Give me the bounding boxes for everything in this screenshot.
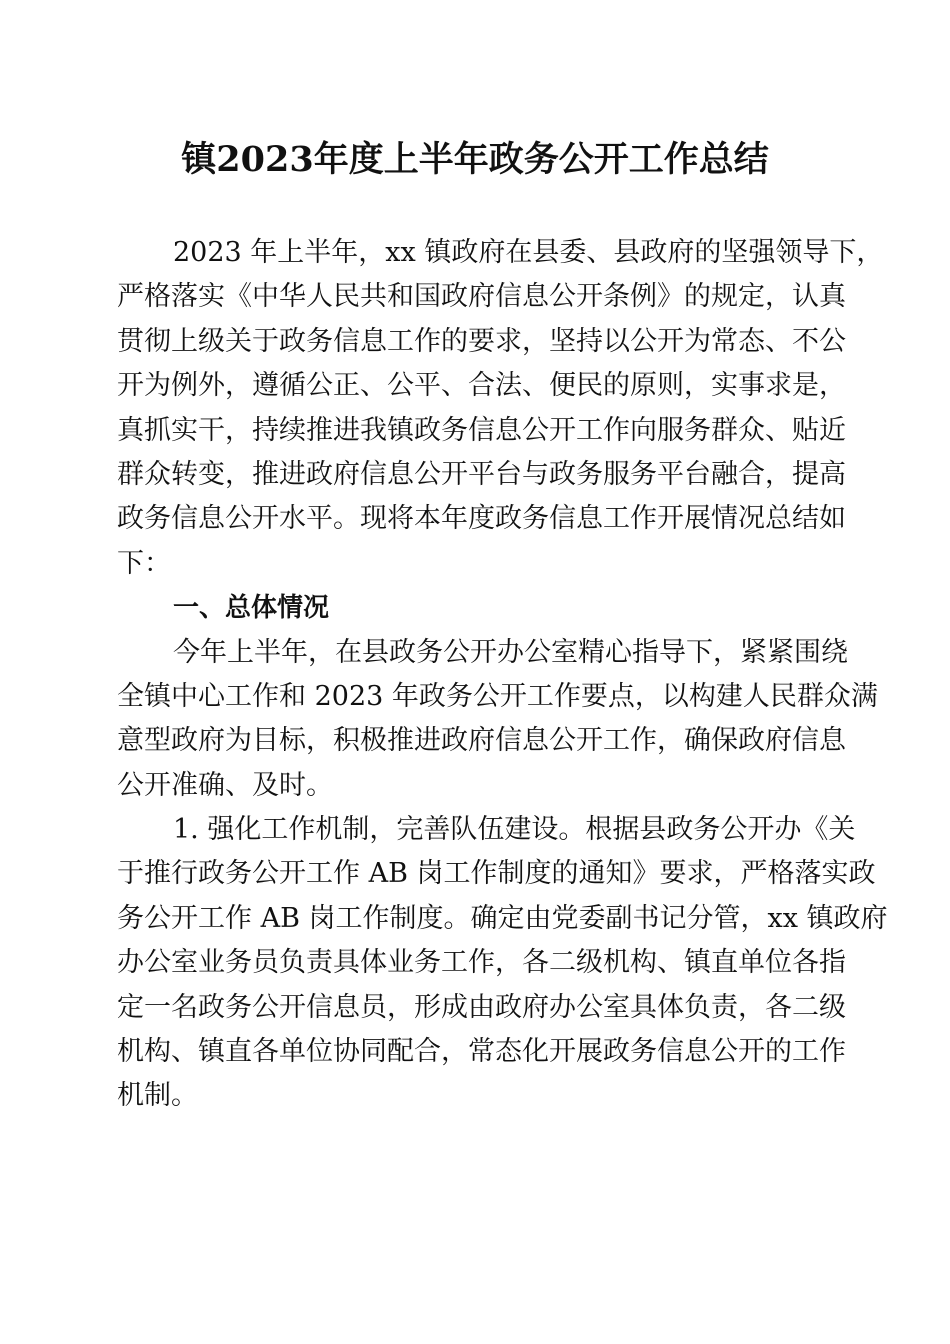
section-heading: 一、总体情况 <box>173 593 330 624</box>
paragraph-line: 真抓实干，持续推进我镇政务信息公开工作向服务群众、贴近 <box>117 414 846 446</box>
paragraph-line: 开为例外，遵循公正、公平、合法、便民的原则，实事求是， <box>117 370 846 402</box>
paragraph-line: 于推行政务公开工作 AB 岗工作制度的通知》要求，严格落实政 <box>117 858 876 890</box>
paragraph <box>117 631 878 809</box>
paragraph-line: 务公开工作 AB 岗工作制度。确定由党委副书记分管，xx 镇政府 <box>117 902 888 934</box>
paragraph-line: 1. 强化工作机制，完善队伍建设。根据县政务公开办《关 <box>173 814 856 846</box>
document-body <box>117 231 888 1119</box>
paragraph-line: 机制。 <box>117 1080 198 1112</box>
paragraph-line: 今年上半年，在县政务公开办公室精心指导下，紧紧围绕 <box>173 636 848 668</box>
paragraph-line: 严格落实《中华人民共和国政府信息公开条例》的规定，认真 <box>117 281 846 313</box>
paragraph-line: 公开准确、及时。 <box>117 769 333 801</box>
paragraph-line: 全镇中心工作和 2023 年政务公开工作要点，以构建人民群众满 <box>117 680 878 712</box>
document-title: 镇2023年度上半年政务公开工作总结 <box>181 139 769 180</box>
paragraph <box>117 808 888 1119</box>
paragraph-line: 2023 年上半年，xx 镇政府在县委、县政府的坚强领导下， <box>173 237 884 268</box>
paragraph-line: 意型政府为目标，积极推进政府信息公开工作，确保政府信息 <box>117 725 846 757</box>
paragraph-line: 定一名政务公开信息员，形成由政府办公室具体负责，各二级 <box>117 991 846 1023</box>
paragraph-line: 贯彻上级关于政务信息工作的要求，坚持以公开为常态、不公 <box>117 325 846 357</box>
paragraph-line: 下： <box>117 547 171 579</box>
paragraph-line: 政务信息公开水平。现将本年度政务信息工作开展情况总结如 <box>117 503 846 535</box>
paragraph-line: 机构、镇直各单位协同配合，常态化开展政务信息公开的工作 <box>117 1036 846 1068</box>
paragraph <box>117 231 884 586</box>
paragraph-line: 群众转变，推进政府信息公开平台与政务服务平台融合，提高 <box>117 458 846 490</box>
paragraph-line: 办公室业务员负责具体业务工作，各二级机构、镇直单位各指 <box>117 947 846 979</box>
